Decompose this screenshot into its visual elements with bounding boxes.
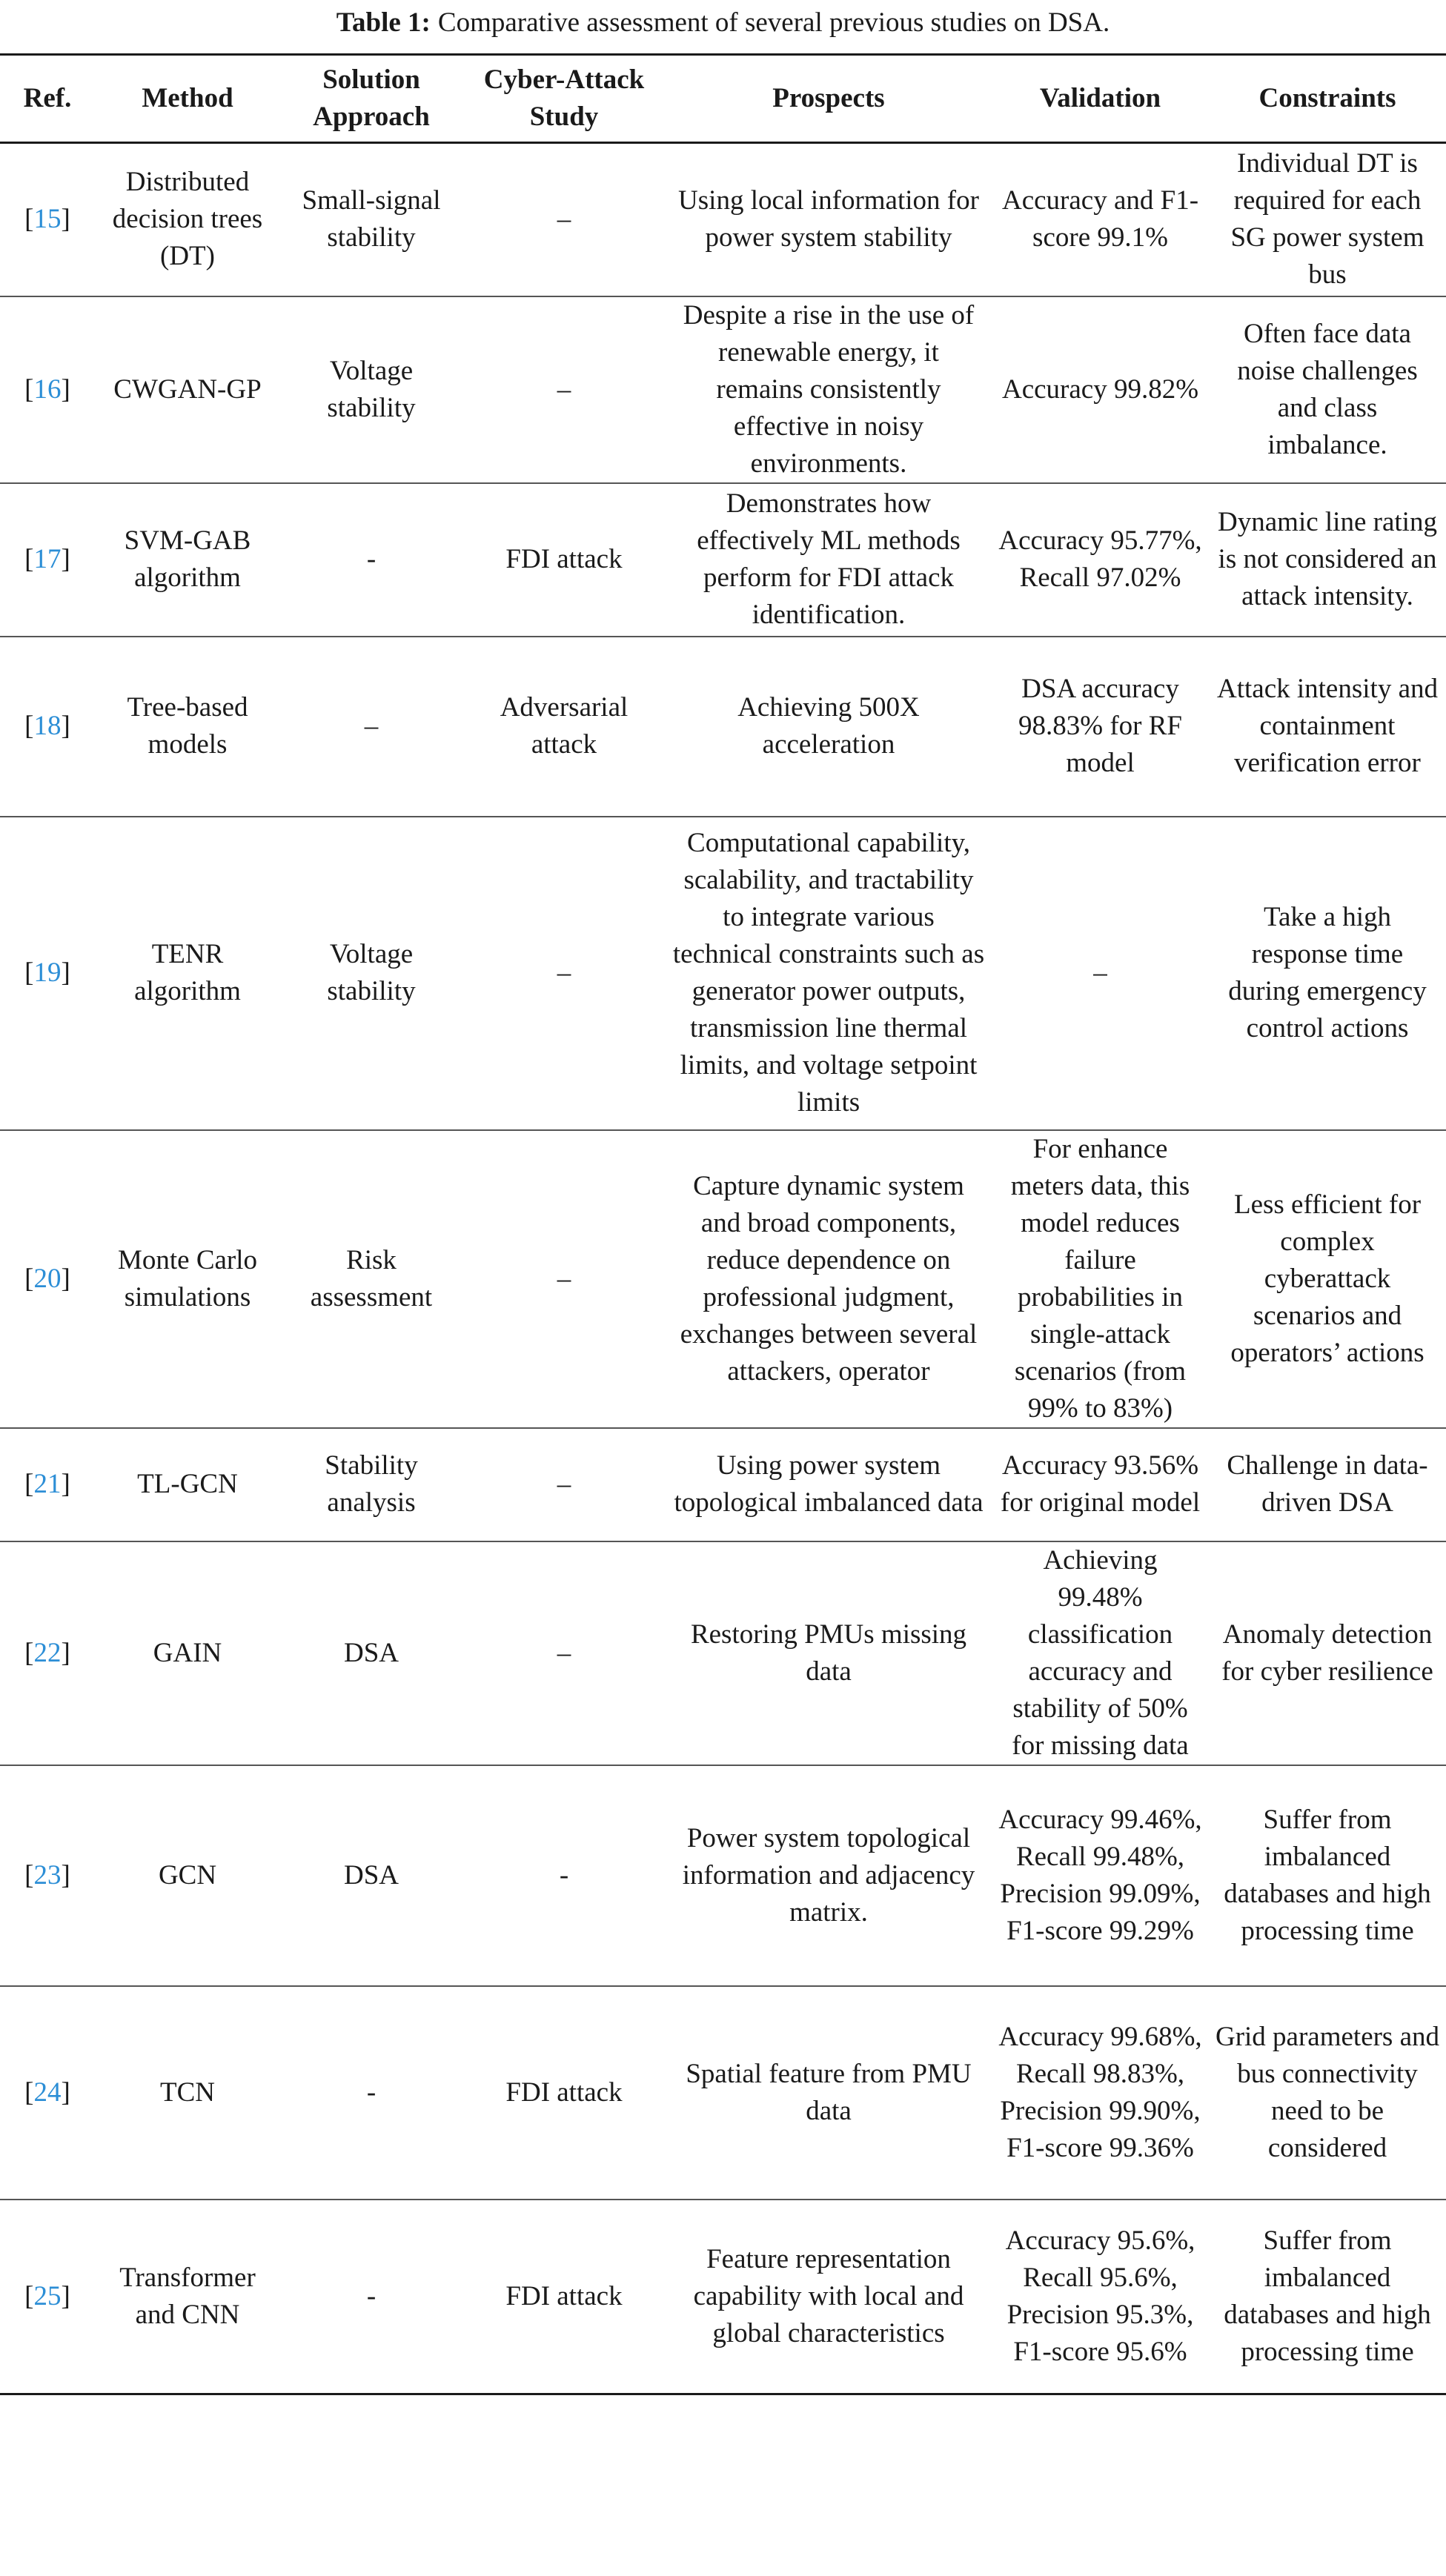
- reference-link[interactable]: 19: [33, 957, 62, 988]
- validation-cell: Accuracy and F1-score 99.1%: [992, 143, 1209, 296]
- cyber-attack-cell: -: [462, 1765, 666, 1986]
- reference-link[interactable]: 18: [33, 711, 62, 741]
- ref-cell: [23]: [0, 1765, 95, 1986]
- method-cell: CWGAN-GP: [95, 296, 280, 483]
- validation-cell: Achieving 99.48% classification accuracy and stability of 50% for missing data: [992, 1541, 1209, 1765]
- constraints-cell: Grid parameters and bus connectivity need to be considered: [1209, 1986, 1446, 2200]
- prospects-cell: Using local information for power system stability: [666, 143, 992, 296]
- solution-approach-cell: -: [280, 483, 462, 637]
- validation-cell: Accuracy 93.56% for original model: [992, 1428, 1209, 1541]
- ref-cell: [19]: [0, 817, 95, 1130]
- method-cell: Distributed decision trees (DT): [95, 143, 280, 296]
- method-cell: SVM-GAB algorithm: [95, 483, 280, 637]
- table-row: [0, 483, 1446, 637]
- solution-approach-cell: Stability analysis: [280, 1428, 462, 1541]
- prospects-cell: Power system topological information and adjacency matrix.: [666, 1765, 992, 1986]
- reference-link[interactable]: 24: [33, 2077, 62, 2108]
- header-validation: Validation: [992, 55, 1209, 143]
- ref-cell: [24]: [0, 1986, 95, 2200]
- validation-cell: Accuracy 95.77%, Recall 97.02%: [992, 483, 1209, 637]
- validation-cell: Accuracy 99.82%: [992, 296, 1209, 483]
- reference-link[interactable]: 23: [33, 1859, 62, 1890]
- table-row: [0, 2200, 1446, 2394]
- header-prospects: Prospects: [666, 55, 992, 143]
- prospects-cell: Spatial feature from PMU data: [666, 1986, 992, 2200]
- constraints-cell: Take a high response time during emergency control actions: [1209, 817, 1446, 1130]
- validation-cell: –: [992, 817, 1209, 1130]
- table-row: [0, 1765, 1446, 1986]
- table-body: [0, 143, 1446, 2394]
- solution-approach-cell: -: [280, 1986, 462, 2200]
- cyber-attack-cell: Adversarial attack: [462, 637, 666, 817]
- constraints-cell: Anomaly detection for cyber resilience: [1209, 1541, 1446, 1765]
- ref-cell: [18]: [0, 637, 95, 817]
- table-row: [0, 1130, 1446, 1428]
- ref-cell: [21]: [0, 1428, 95, 1541]
- solution-approach-cell: DSA: [280, 1765, 462, 1986]
- ref-cell: [20]: [0, 1130, 95, 1428]
- ref-cell: [25]: [0, 2200, 95, 2394]
- solution-approach-cell: Small-signal stability: [280, 143, 462, 296]
- constraints-cell: Attack intensity and containment verification error: [1209, 637, 1446, 817]
- ref-cell: [22]: [0, 1541, 95, 1765]
- constraints-cell: Suffer from imbalanced databases and high processing time: [1209, 2200, 1446, 2394]
- prospects-cell: Feature representation capability with local and global characteristics: [666, 2200, 992, 2394]
- prospects-cell: Capture dynamic system and broad components, reduce dependence on professional judgment, exchanges between several attackers, operator: [666, 1130, 992, 1428]
- method-cell: TENR algorithm: [95, 817, 280, 1130]
- ref-cell: [17]: [0, 483, 95, 637]
- table-row: [0, 1541, 1446, 1765]
- comparison-table: [0, 53, 1446, 2395]
- constraints-cell: Dynamic line rating is not considered an attack intensity.: [1209, 483, 1446, 637]
- prospects-cell: Restoring PMUs missing data: [666, 1541, 992, 1765]
- header-row: [0, 55, 1446, 143]
- reference-link[interactable]: 16: [33, 374, 62, 405]
- method-cell: Tree-based models: [95, 637, 280, 817]
- cyber-attack-cell: FDI attack: [462, 2200, 666, 2394]
- cyber-attack-cell: –: [462, 1130, 666, 1428]
- reference-link[interactable]: 20: [33, 1263, 62, 1294]
- solution-approach-cell: Risk assessment: [280, 1130, 462, 1428]
- table-caption: [0, 0, 1446, 44]
- constraints-cell: Challenge in data-driven DSA: [1209, 1428, 1446, 1541]
- cyber-attack-cell: –: [462, 296, 666, 483]
- solution-approach-cell: –: [280, 637, 462, 817]
- method-cell: GCN: [95, 1765, 280, 1986]
- cyber-attack-cell: FDI attack: [462, 1986, 666, 2200]
- caption-text: Comparative assessment of several previous studies on DSA.: [437, 7, 1110, 38]
- prospects-cell: Achieving 500X acceleration: [666, 637, 992, 817]
- constraints-cell: Individual DT is required for each SG power system bus: [1209, 143, 1446, 296]
- method-cell: GAIN: [95, 1541, 280, 1765]
- validation-cell: Accuracy 99.68%, Recall 98.83%, Precision 99.90%, F1-score 99.36%: [992, 1986, 1209, 2200]
- caption-label: Table 1:: [336, 7, 431, 38]
- reference-link[interactable]: 25: [33, 2280, 62, 2311]
- method-cell: TL-GCN: [95, 1428, 280, 1541]
- table-row: [0, 817, 1446, 1130]
- prospects-cell: Demonstrates how effectively ML methods perform for FDI attack identification.: [666, 483, 992, 637]
- validation-cell: Accuracy 99.46%, Recall 99.48%, Precision 99.09%, F1-score 99.29%: [992, 1765, 1209, 1986]
- validation-cell: For enhance meters data, this model reduces failure probabilities in single-attack scenarios (from 99% to 83%): [992, 1130, 1209, 1428]
- solution-approach-cell: -: [280, 2200, 462, 2394]
- header-constraints: Constraints: [1209, 55, 1446, 143]
- ref-cell: [15]: [0, 143, 95, 296]
- reference-link[interactable]: 22: [33, 1637, 62, 1668]
- solution-approach-cell: Voltage stability: [280, 817, 462, 1130]
- table-row: [0, 1428, 1446, 1541]
- cyber-attack-cell: –: [462, 817, 666, 1130]
- prospects-cell: Despite a rise in the use of renewable energy, it remains consistently effective in noisy environments.: [666, 296, 992, 483]
- constraints-cell: Often face data noise challenges and class imbalance.: [1209, 296, 1446, 483]
- table-row: [0, 1986, 1446, 2200]
- header-method: Method: [95, 55, 280, 143]
- solution-approach-cell: Voltage stability: [280, 296, 462, 483]
- validation-cell: DSA accuracy 98.83% for RF model: [992, 637, 1209, 817]
- method-cell: TCN: [95, 1986, 280, 2200]
- prospects-cell: Using power system topological imbalanced data: [666, 1428, 992, 1541]
- table-row: [0, 296, 1446, 483]
- ref-cell: [16]: [0, 296, 95, 483]
- header-solution-approach: Solution Approach: [280, 55, 462, 143]
- prospects-cell: Computational capability, scalability, and tractability to integrate various technical constraints such as generator power outputs, transmission line thermal limits, and voltage setpoint limits: [666, 817, 992, 1130]
- reference-link[interactable]: 17: [33, 544, 62, 574]
- cyber-attack-cell: –: [462, 143, 666, 296]
- cyber-attack-cell: –: [462, 1428, 666, 1541]
- cyber-attack-cell: FDI attack: [462, 483, 666, 637]
- method-cell: Monte Carlo simulations: [95, 1130, 280, 1428]
- reference-link[interactable]: 21: [33, 1469, 62, 1499]
- header-cyber-attack-study: Cyber-Attack Study: [462, 55, 666, 143]
- header-ref: Ref.: [0, 55, 95, 143]
- constraints-cell: Less efficient for complex cyberattack scenarios and operators’ actions: [1209, 1130, 1446, 1428]
- solution-approach-cell: DSA: [280, 1541, 462, 1765]
- constraints-cell: Suffer from imbalanced databases and high processing time: [1209, 1765, 1446, 1986]
- table-row: [0, 143, 1446, 296]
- method-cell: Transformer and CNN: [95, 2200, 280, 2394]
- cyber-attack-cell: –: [462, 1541, 666, 1765]
- validation-cell: Accuracy 95.6%, Recall 95.6%, Precision 95.3%, F1-score 95.6%: [992, 2200, 1209, 2394]
- reference-link[interactable]: 15: [33, 204, 62, 235]
- table-row: [0, 637, 1446, 817]
